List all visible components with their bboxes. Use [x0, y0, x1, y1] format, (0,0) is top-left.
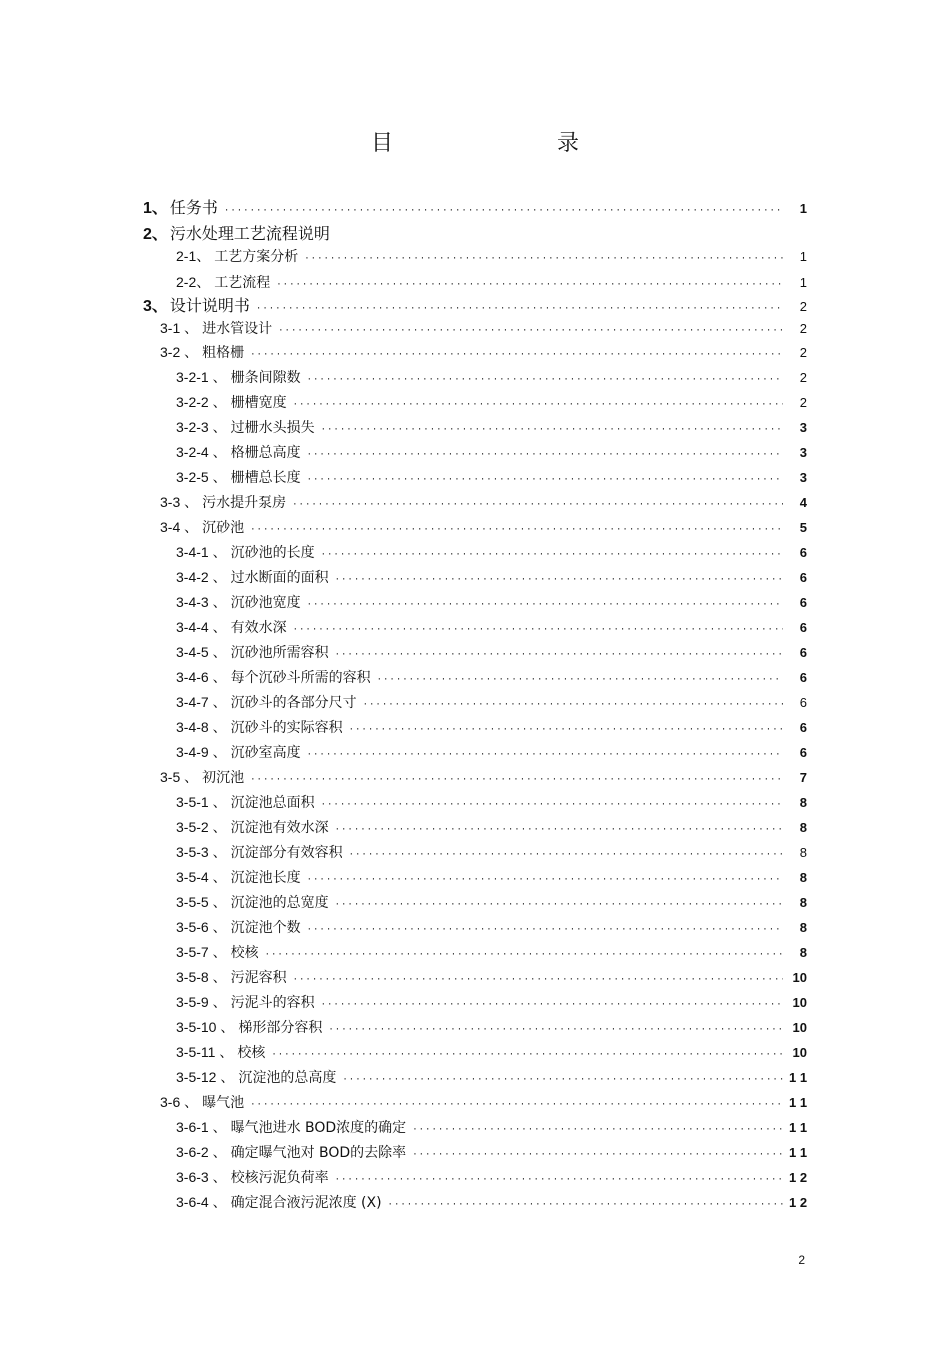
toc-entry[interactable]: [176, 942, 807, 965]
toc-dot-leader: [335, 645, 783, 665]
toc-dot-leader: [276, 275, 783, 295]
toc-entry[interactable]: [176, 892, 807, 915]
toc-entry-title: 校核: [237, 1045, 266, 1061]
toc-entry-title: 沉淀部分有效容积: [230, 845, 343, 861]
toc-entry-number: 3-1 、: [160, 320, 199, 336]
toc-entry[interactable]: [160, 492, 807, 515]
toc-entry-number: 3-5-2 、: [176, 819, 227, 835]
toc-entry-number: 3-6-2 、: [176, 1144, 227, 1160]
toc-dot-leader: [349, 845, 783, 865]
toc-entry[interactable]: [176, 692, 807, 715]
toc-dot-leader: [293, 395, 783, 415]
toc-entry-title: 栅槽总长度: [230, 470, 301, 486]
toc-entry-page: 1 2: [789, 1195, 808, 1210]
toc-entry-title: 污水提升泵房: [202, 495, 287, 511]
toc-entry-page: 6: [799, 695, 807, 710]
toc-entry-page: 8: [799, 820, 807, 835]
toc-entry-title: 粗格栅: [202, 345, 245, 361]
toc-entry[interactable]: [176, 442, 807, 465]
toc-entry-title: 设计说明书: [169, 296, 250, 315]
toc-entry-number: 3-2 、: [160, 344, 199, 360]
toc-entry[interactable]: [176, 817, 807, 840]
toc-entry[interactable]: [176, 967, 807, 990]
toc-entry-title: 曝气池: [202, 1095, 245, 1111]
toc-entry-page: 10: [792, 970, 807, 985]
toc-entry-page: 1: [799, 201, 807, 216]
toc-entry-title: 沉淀池有效水深: [230, 820, 329, 836]
toc-entry-title: 工艺流程: [214, 275, 271, 291]
toc-entry-number: 3-4-2 、: [176, 569, 227, 585]
toc-dot-leader: [335, 1170, 783, 1190]
toc-entry[interactable]: [176, 717, 807, 740]
toc-entry-title: 确定混合液污泥浓度 (X): [230, 1195, 382, 1211]
toc-dot-leader: [293, 620, 783, 640]
toc-entry-number: 3-4-7 、: [176, 694, 227, 710]
toc-entry-title: 梯形部分容积: [238, 1020, 323, 1036]
toc-entry-number: 3-2-1 、: [176, 369, 227, 385]
toc-entry-number: 2-2、: [176, 274, 211, 290]
toc-entry-title: 校核: [230, 945, 259, 961]
toc-entry-page: 3: [799, 470, 807, 485]
toc-entry-number: 3-4-4 、: [176, 619, 227, 635]
toc-entry-page: 3: [799, 445, 807, 460]
toc-entry[interactable]: [160, 517, 807, 540]
toc-entry-page: 1: [799, 275, 807, 290]
toc-entry-title: 沉淀池总面积: [230, 795, 315, 811]
toc-entry-page: 2: [799, 299, 807, 314]
toc-entry-number: 3-4-1 、: [176, 544, 227, 560]
toc-entry[interactable]: [143, 198, 807, 221]
toc-entry-title: 进水管设计: [202, 321, 273, 337]
toc-entry[interactable]: [143, 296, 807, 319]
toc-dot-leader: [349, 720, 783, 740]
toc-dot-leader: [335, 820, 783, 840]
toc-entry-number: 3-6-4 、: [176, 1194, 227, 1210]
toc-entry-number: 3-6-3 、: [176, 1169, 227, 1185]
toc-entry-page: 7: [799, 770, 807, 785]
toc-dot-leader: [307, 920, 783, 940]
toc-entry-number: 3-5-5 、: [176, 894, 227, 910]
toc-entry-page: 6: [799, 720, 807, 735]
toc-entry-title: 格栅总高度: [230, 445, 301, 461]
toc-dot-leader: [250, 1095, 783, 1115]
toc-entry-page: 8: [799, 895, 807, 910]
toc-dot-leader: [304, 249, 783, 269]
toc-entry[interactable]: [176, 617, 807, 640]
toc-entry-title: 沉砂斗的各部分尺寸: [230, 695, 357, 711]
toc-entry-page: 6: [799, 670, 807, 685]
toc-entry-page: 6: [799, 620, 807, 635]
toc-entry[interactable]: [176, 742, 807, 765]
toc-entry-title: 确定曝气池对 BOD的去除率: [230, 1145, 407, 1161]
toc-entry-page: 3: [799, 420, 807, 435]
toc-entry-number: 3-5-6 、: [176, 919, 227, 935]
toc-dot-leader: [256, 299, 783, 319]
toc-entry-title: 曝气池进水 BOD浓度的确定: [230, 1120, 407, 1136]
toc-dot-leader: [307, 870, 783, 890]
toc-entry-page: 6: [799, 545, 807, 560]
toc-entry-number: 3-5 、: [160, 769, 199, 785]
toc-entry[interactable]: [176, 1042, 807, 1065]
toc-entry-number: 3-3 、: [160, 494, 199, 510]
toc-entry-number: 2、: [143, 226, 168, 243]
toc-entry[interactable]: [160, 1092, 807, 1115]
toc-dot-leader: [328, 1020, 783, 1040]
toc-entry-title: 污泥容积: [230, 970, 287, 986]
toc-dot-leader: [224, 201, 783, 221]
toc-entry-title: 沉淀池的总高度: [238, 1070, 337, 1086]
toc-entry-page: 10: [792, 995, 807, 1010]
toc-entry-page: 8: [799, 870, 807, 885]
toc-entry-page: 5: [799, 520, 807, 535]
toc-entry-number: 3-4-8 、: [176, 719, 227, 735]
toc-dot-leader: [307, 445, 783, 465]
toc-entry-number: 3-2-3 、: [176, 419, 227, 435]
toc-entry-page: 6: [799, 570, 807, 585]
toc-entry[interactable]: [176, 1167, 807, 1190]
toc-entry-number: 3-5-1 、: [176, 794, 227, 810]
toc-entry-page: 2: [799, 321, 807, 336]
toc-entry[interactable]: [176, 272, 807, 295]
toc-entry-number: 3-4-5 、: [176, 644, 227, 660]
toc-entry-number: 3-5-11 、: [176, 1044, 234, 1060]
toc-entry-number: 3-2-5 、: [176, 469, 227, 485]
toc-entry-page: 2: [799, 370, 807, 385]
toc-entry-number: 3-5-3 、: [176, 844, 227, 860]
toc-dot-leader: [388, 1195, 783, 1215]
toc-entry-title: 任务书: [169, 198, 218, 217]
toc-dot-leader: [307, 595, 783, 615]
toc-dot-leader: [321, 545, 783, 565]
toc-entry-page: 2: [799, 345, 807, 360]
toc-dot-leader: [412, 1120, 783, 1140]
toc-entry-page: 8: [799, 945, 807, 960]
toc-dot-leader: [250, 770, 783, 790]
toc-entry[interactable]: [176, 367, 807, 390]
toc-dot-leader: [342, 1070, 783, 1090]
toc-dot-leader: [321, 995, 783, 1015]
toc-dot-leader: [271, 1045, 783, 1065]
toc-dot-leader: [307, 470, 783, 490]
toc-entry-title: 初沉池: [202, 770, 245, 786]
toc-entry-page: 1: [799, 249, 807, 264]
toc-entry-page: 8: [799, 920, 807, 935]
toc-entry[interactable]: [176, 1017, 807, 1040]
toc-entry-title: 工艺方案分析: [214, 249, 299, 265]
toc-entry[interactable]: [176, 867, 807, 890]
toc-entry-title: 栅条间隙数: [230, 370, 301, 386]
toc-entry-title: 沉淀池个数: [230, 920, 301, 936]
toc-entry[interactable]: [143, 224, 807, 245]
toc-entry[interactable]: [176, 1142, 807, 1165]
toc-dot-leader: [377, 670, 783, 690]
toc-entry-number: 3、: [143, 298, 168, 315]
toc-dot-leader: [335, 895, 783, 915]
toc-dot-leader: [321, 795, 783, 815]
toc-entry[interactable]: [176, 567, 807, 590]
toc-entry[interactable]: [176, 467, 807, 490]
toc-dot-leader: [293, 970, 783, 990]
toc-entry-title: 有效水深: [230, 620, 287, 636]
toc-entry-number: 3-5-10 、: [176, 1019, 235, 1035]
toc-dot-leader: [292, 495, 783, 515]
toc-entry-number: 3-6 、: [160, 1094, 199, 1110]
toc-entry[interactable]: [176, 542, 807, 565]
toc-entry-page: 8: [799, 845, 807, 860]
toc-entry-number: 3-4-3 、: [176, 594, 227, 610]
toc-entry[interactable]: [160, 767, 807, 790]
toc-entry-title: 每个沉砂斗所需的容积: [230, 670, 371, 686]
toc-dot-leader: [307, 370, 783, 390]
toc-entry-number: 3-4-6 、: [176, 669, 227, 685]
page-number: 2: [798, 1253, 805, 1267]
toc-entry-number: 3-5-8 、: [176, 969, 227, 985]
toc-entry-page: 6: [799, 745, 807, 760]
toc-entry-title: 沉砂池所需容积: [230, 645, 329, 661]
toc-entry-number: 3-2-2 、: [176, 394, 227, 410]
toc-entry[interactable]: [176, 417, 807, 440]
toc-dot-leader: [250, 520, 783, 540]
toc-entry[interactable]: [160, 342, 807, 365]
toc-entry-number: 3-5-4 、: [176, 869, 227, 885]
page-title: 目 录: [370, 131, 619, 156]
toc-dot-leader: [250, 345, 783, 365]
toc-dot-leader: [412, 1145, 783, 1165]
toc-entry[interactable]: [176, 642, 807, 665]
toc-dot-leader: [363, 695, 783, 715]
toc-entry-number: 3-6-1 、: [176, 1119, 227, 1135]
toc-entry[interactable]: [176, 792, 807, 815]
toc-entry-page: 1 1: [789, 1120, 808, 1135]
toc-entry-number: 2-1、: [176, 248, 211, 264]
toc-entry-number: 3-5-12 、: [176, 1069, 235, 1085]
toc-dot-leader: [265, 945, 783, 965]
toc-entry-page: 4: [799, 495, 807, 510]
toc-entry[interactable]: [176, 917, 807, 940]
toc-dot-leader: [321, 420, 783, 440]
toc-entry-number: 3-2-4 、: [176, 444, 227, 460]
toc-entry-title: 沉砂池宽度: [230, 595, 301, 611]
toc-entry[interactable]: [176, 592, 807, 615]
toc-entry-title: 栅槽宽度: [230, 395, 287, 411]
toc-entry-title: 污泥斗的容积: [230, 995, 315, 1011]
toc-entry-number: 3-5-9 、: [176, 994, 227, 1010]
toc-entry[interactable]: [176, 842, 807, 865]
toc-entry-title: 沉砂室高度: [230, 745, 301, 761]
toc-entry[interactable]: [176, 667, 807, 690]
toc-entry-title: 过水断面的面积: [230, 570, 329, 586]
toc-entry[interactable]: [176, 992, 807, 1015]
toc-dot-leader: [307, 745, 783, 765]
toc-entry-page: 1 1: [789, 1145, 808, 1160]
toc-entry[interactable]: [176, 1117, 807, 1140]
toc-entry-title: 沉砂斗的实际容积: [230, 720, 343, 736]
toc-entry-page: 6: [799, 595, 807, 610]
toc-entry-page: 1 1: [789, 1070, 808, 1085]
toc-entry-title: 沉砂池的长度: [230, 545, 315, 561]
toc-entry-page: 6: [799, 645, 807, 660]
toc-entry-page: 10: [792, 1020, 807, 1035]
toc-entry[interactable]: [160, 318, 807, 341]
toc-entry-title: 沉淀池长度: [230, 870, 301, 886]
toc-entry-page: 8: [799, 795, 807, 810]
toc-entry[interactable]: [176, 1192, 807, 1215]
toc-entry-number: 3-4-9 、: [176, 744, 227, 760]
toc-entry-number: 3-4 、: [160, 519, 199, 535]
toc-entry[interactable]: [176, 392, 807, 415]
toc-entry[interactable]: [176, 1067, 807, 1090]
toc-entry-title: 沉砂池: [202, 520, 245, 536]
toc-entry-number: 1、: [143, 200, 168, 217]
toc-entry-page: 1 1: [789, 1095, 808, 1110]
toc-entry-number: 3-5-7 、: [176, 944, 227, 960]
toc-entry-title: 校核污泥负荷率: [230, 1170, 329, 1186]
toc-dot-leader: [335, 570, 783, 590]
toc-dot-leader: [278, 321, 783, 341]
toc-entry-page: 10: [792, 1045, 807, 1060]
toc-entry-title: 沉淀池的总宽度: [230, 895, 329, 911]
toc-entry-page: 1 2: [789, 1170, 808, 1185]
toc-entry-page: 2: [799, 395, 807, 410]
toc-entry-title: 过栅水头损失: [230, 420, 315, 436]
toc-entry[interactable]: [176, 246, 807, 269]
toc-entry-title: 污水处理工艺流程说明: [169, 224, 330, 243]
